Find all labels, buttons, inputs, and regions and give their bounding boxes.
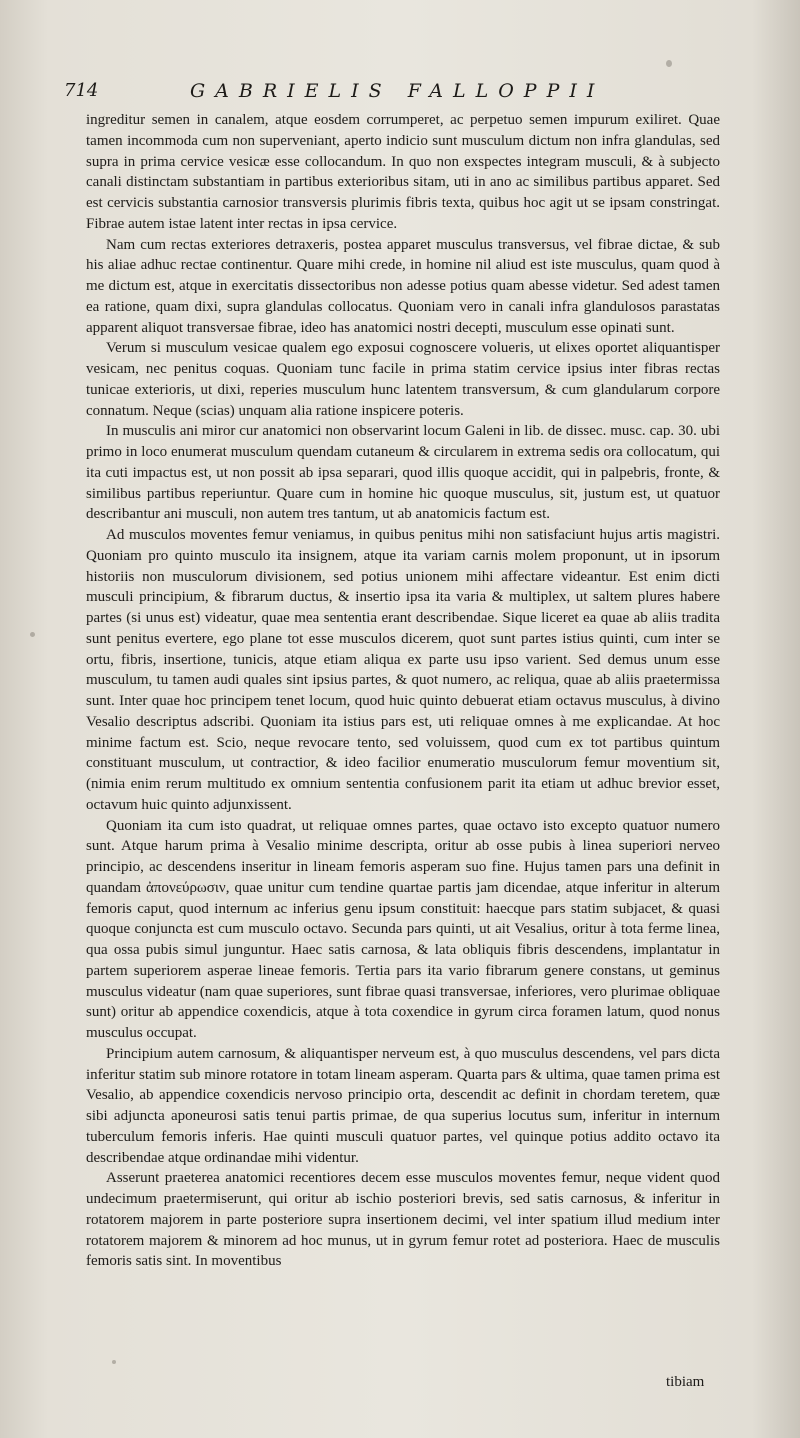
paragraph: Ad musculos moventes femur veniamus, in quibus penitus mihi non satisfaciunt hujus artis magistri. Quoniam pro quinto musculo ita insignem, atque ita variam carnis molem proponunt, ut in ipsorum historiis non musculorum divisionem, sed potius unionem mihi affectare videantur. Est enim dicti musculi principium, & fibrarum ductus, & insertio ipsa ita varia & multiplex, ut saltem plures habere partes (si unus est) videatur, quae mea sententia erant describendae. Sique liceret ea quae ab aliis tradita sunt penitus evertere, ego plane tot esse musculos dicerem, quot sunt partes istius quinti, cum inter se ortu, fibris, insertione, tunicis, atque etiam aliqua ex parte usu ipso varient. Sed demus unum esse musculum, tu tamen audi quales sint ipsius partes, & quot numero, ac reliqua, quae ab aliis praetermissa sunt. Inter quae hoc principem tenet locum, quod huic quinto debuerat etiam octavus musculus, à divino Vesalio descriptus adscribi. Quoniam ita istius pars est, uti reliquae omnes à me explicandae. At hoc minime factum est. Scio, neque revocare tento, sed voluissem, quod cum ex tot partibus quintum constituant musculum, ut contractior, & ideo facilior enumeratio musculorum femur moventium sit, (nimia enim rerum multitudo ex omnium sententia confusionem parit ita etiam ut adhuc brevior esset, octavum huic quinto adjunxissent.: [86, 527, 720, 813]
paragraph: Asserunt praeterea anatomici recentiores decem esse musculos moventes femur, neque vident quod undecimum praetermiserunt, qui oritur ab ischio posteriori brevis, sed satis carnosus, & inferitur in rotatorem majorem in parte posteriore supra insertionem decimi, vel inter spatium illud medium inter rotatorem majorem & minorem ad hoc munus, ut in gyrum femur rotet ad posteriora. Haec de musculis femoris satis sint. In moventibus: [86, 1170, 720, 1270]
paragraph: Quoniam ita cum isto quadrat, ut reliquae omnes partes, quae octavo isto excepto quatuor numero sunt. Atque harum prima à Vesalio minime descripta, oritur ab osse pubis à linea superiori nerveo principio, ac descendens inseritur in lineam femoris asperam suo fine. Hujus tamen pars una definit in quandam ἀπονεύρωσιν, quae unitur cum tendine quartae partis jam dicendae, atque inferitur in alterum femoris caput, quod internum ac inferius genu ipsum constituit: haecque pars statim subjacet, & quasi quoque conjuncta est cum musculo octavo. Secunda pars quinti, ut ait Vesalius, oritur à tota ferme linea, qua ossa pubis simul junguntur. Haec satis carnosa, & lata obliquis fibris descendens, implantatur in partem superiorem asperae lineae femoris. Tertia pars ita vario fibrarum genere constans, ut geminus musculus videatur (nam quae superiores, sunt fibrae quasi transversae, inferiores, vero plurimae obliquae sunt) oritur ab appendice coxendicis, atque à tota coxendice in gyrum circa foramen latum, quod nonus musculus occupat.: [86, 817, 720, 1041]
catchword: tibiam: [666, 1374, 705, 1390]
running-title: GABRIELIS FALLOPPII: [190, 80, 605, 102]
page-number: 714: [64, 80, 99, 101]
paragraph: Nam cum rectas exteriores detraxeris, postea apparet musculus transversus, vel fibrae dictae, & sub his aliae adhuc rectae continentur. Quare mihi crede, in homine nil aliud est iste musculus, quam quod à me dictum est, atque in exercitatis dissectoribus non adesse potius quam abesse videtur. Sed adest tamen ea ratione, quam dixi, supra glandulas collocatus. Quoniam vero in canali infra glandulosos parastatas apparent aliquot transversae fibrae, ideo has anatomici nostri decepti, musculum esse opinati sunt.: [86, 236, 720, 336]
body-text: [86, 110, 720, 1272]
ink-spot: [112, 1360, 116, 1364]
ink-spot: [666, 60, 672, 67]
paragraph: Principium autem carnosum, & aliquantisper nerveum est, à quo musculus descendens, vel pars dicta inferitur statim sub minore rotatore in totam lineam asperam. Quarta pars & ultima, quae tamen prima est Vesalio, ab appendice coxendicis nervoso principio orta, descendit ac definit in chordam teretem, quæ sibi adjuncta aponeurosi satis tenui partis primae, de qua superius locutus sum, inferitur in internum tuberculum femoris inferis. Hae quinti musculi quatuor partes, vel quinque potius addito octavo ita describendae atque ordinandae mihi videntur.: [86, 1045, 720, 1166]
paragraph: Verum si musculum vesicae qualem ego exposui cognoscere volueris, ut elixes oportet aliquantisper vesicam, nec penitus coquas. Quoniam tunc facile in prima statim cervice ipsius inter fibras rectas tunicae exterioris, ut dixi, reperies musculum hunc latentem transversum, & cum glandularum corpore connatum. Neque (scias) unquam alia ratione inspicere poteris.: [86, 340, 720, 419]
ink-spot: [30, 632, 35, 637]
paragraph: ingreditur semen in canalem, atque eosdem corrumperet, ac perpetuo semen impurum exiliret. Quae tamen incommoda cum non superveniant, aperto indicio sunt musculum dictum non infra glandulas, sed supra in prima cervice vesicæ esse collocandum. In quo non exspectes integram musculi, & à subjecto canali distinctam substantiam in partibus exterioribus sitam, uti in ano ac similibus partibus apparet. Sed est cervicis substantia carnosior transversis plurimis fibris texta, quibus hoc agit ut se ipsam constringat. Fibrae autem istae latent inter rectas in ipsa cervice.: [86, 112, 720, 232]
page-header: [60, 80, 720, 108]
paragraph: In musculis ani miror cur anatomici non observarint locum Galeni in lib. de dissec. musc. cap. 30. ubi primo in loco enumerat musculum quendam cutaneum & circularem in extrema sedis ora collocatum, qui ita cuti impactus est, ut non possit ab ipsa separari, quod illis quoque accidit, qui in palpebris, fronte, & similibus partibus reperiuntur. Quare cum in homine hic quoque musculus, sit, justum est, ut quatuor describantur ani musculi, non autem tres tantum, ut ab anatomicis factum est.: [86, 423, 720, 523]
